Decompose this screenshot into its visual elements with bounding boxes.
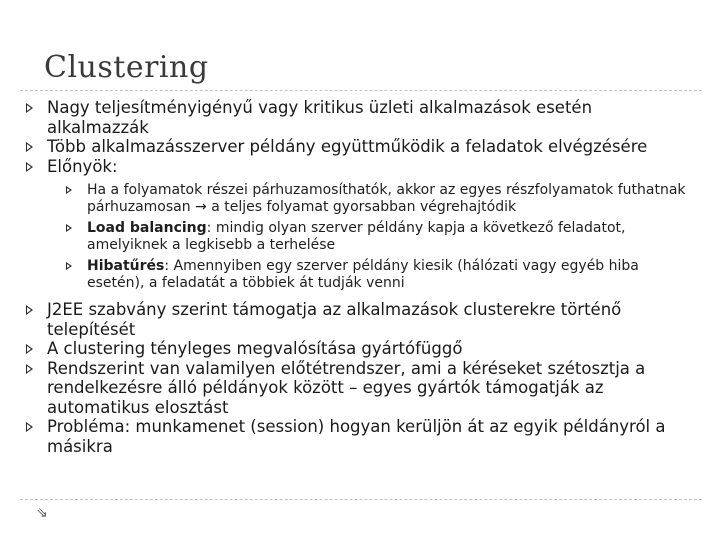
sub-bullet-arrow-icon [66,186,72,194]
bullet-text: Probléma: munkamenet (session) hogyan kerüljön át az egyik példányról a másikra [47,417,666,456]
bullet-item [22,137,692,157]
sub-bullet-arrow-icon [66,262,72,270]
bullet-item [22,417,692,456]
bullet-item [22,339,692,359]
sub-bullet-arrow-icon [66,224,72,232]
bullet-text: Előnyök: [47,156,118,176]
corner-arrow-icon: ⇘ [36,505,48,521]
bullet-arrow-icon [26,305,33,315]
sub-bullet-text: Ha a folyamatok részei párhuzamosíthatók, akkor az egyes részfolyamatok futhatnak párhuzamosan → a teljes folyamat gyorsabban végrehajtódik [87,182,686,215]
bullet-item [22,98,692,137]
sub-bullet-item [62,182,692,216]
sub-bullet-item [62,258,692,292]
sub-bullet-term: Hibatűrés [87,258,165,274]
sub-bullet-group [22,182,692,292]
sub-bullet-term: Load balancing [87,220,207,236]
bullet-arrow-icon [26,364,33,374]
bullet-text: J2EE szabvány szerint támogatja az alkalmazások clusterekre történő telepítését [47,300,622,339]
bullet-arrow-icon [26,103,33,113]
bullet-text: A clustering tényleges megvalósítása gyártófüggő [47,339,463,358]
sub-bullet-text: : Amennyiben egy szerver példány kiesik (hálózati vagy egyéb hiba esetén), a feladatát a többiek át tudják venni [87,258,639,291]
bullet-item [22,359,692,418]
sub-bullet-item [62,220,692,254]
sub-bullet-list [62,182,692,292]
bullet-arrow-icon [26,162,33,172]
bullet-arrow-icon [26,422,33,432]
sub-bullet-text: : mindig olyan szerver példány kapja a következő feladatot, amelyiknek a legkisebb a terhelése [87,220,626,253]
bullet-item [22,157,692,177]
bullet-text: Nagy teljesítményigényű vagy kritikus üzleti alkalmazások esetén alkalmazzák [47,98,593,137]
slide-title: Clustering [44,50,209,85]
bottom-divider [20,499,702,500]
bullet-arrow-icon [26,344,33,354]
bullet-arrow-icon [26,142,33,152]
bullet-item [22,300,692,339]
bullet-text: Több alkalmazásszerver példány együttműködik a feladatok elvégzésére [47,137,648,156]
title-divider [20,90,702,91]
bullet-text: Rendszerint van valamilyen előtétrendszer, ami a kéréseket szétosztja a rendelkezésre álló példányok között – egyes gyártók támogatják az automatikus elosztást [47,358,646,417]
bullet-list [22,98,692,456]
